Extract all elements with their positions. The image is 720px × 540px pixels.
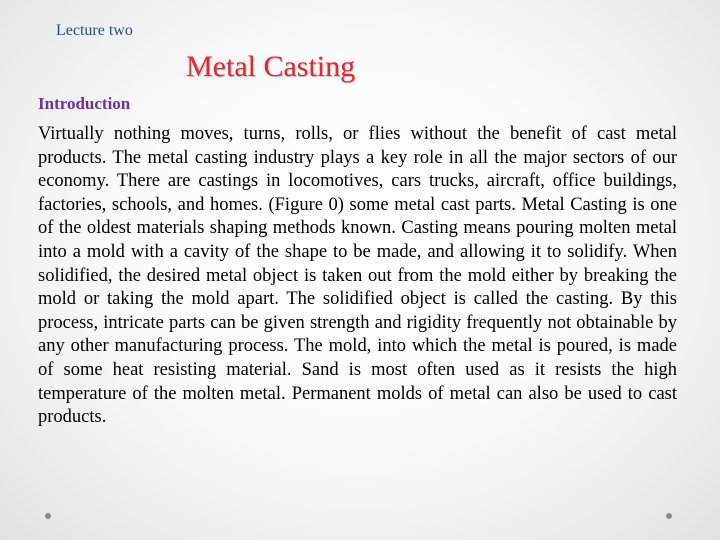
slide-title: Metal Casting (186, 50, 356, 83)
decorative-dot-right (666, 513, 672, 519)
decorative-dot-left (45, 513, 51, 519)
section-heading: Introduction (38, 94, 131, 113)
body-paragraph: Virtually nothing moves, turns, rolls, or flies without the benefit of cast metal products. The metal casting industry plays a key role in all the major sectors of our economy. There are castings in locomotives, cars trucks, aircraft, office buildings, factories, schools, and homes. (Figure 0) some metal cast parts. Metal Casting is one of the oldest materials shaping methods known. Casting means pouring molten metal into a mold with a cavity of the shape to be made, and allowing it to solidify. When solidified, the desired metal object is taken out from the mold either by breaking the mold or taking the mold apart. The solidified object is called the casting. By this process, intricate parts can be given strength and rigidity frequently not obtainable by any other manufacturing process. The mold, into which the metal is poured, is made of some heat resisting material. Sand is most often used as it resists the high temperature of the molten metal. Permanent molds of metal can also be used to cast products. (38, 124, 677, 428)
lecture-label: Lecture two (56, 22, 133, 39)
